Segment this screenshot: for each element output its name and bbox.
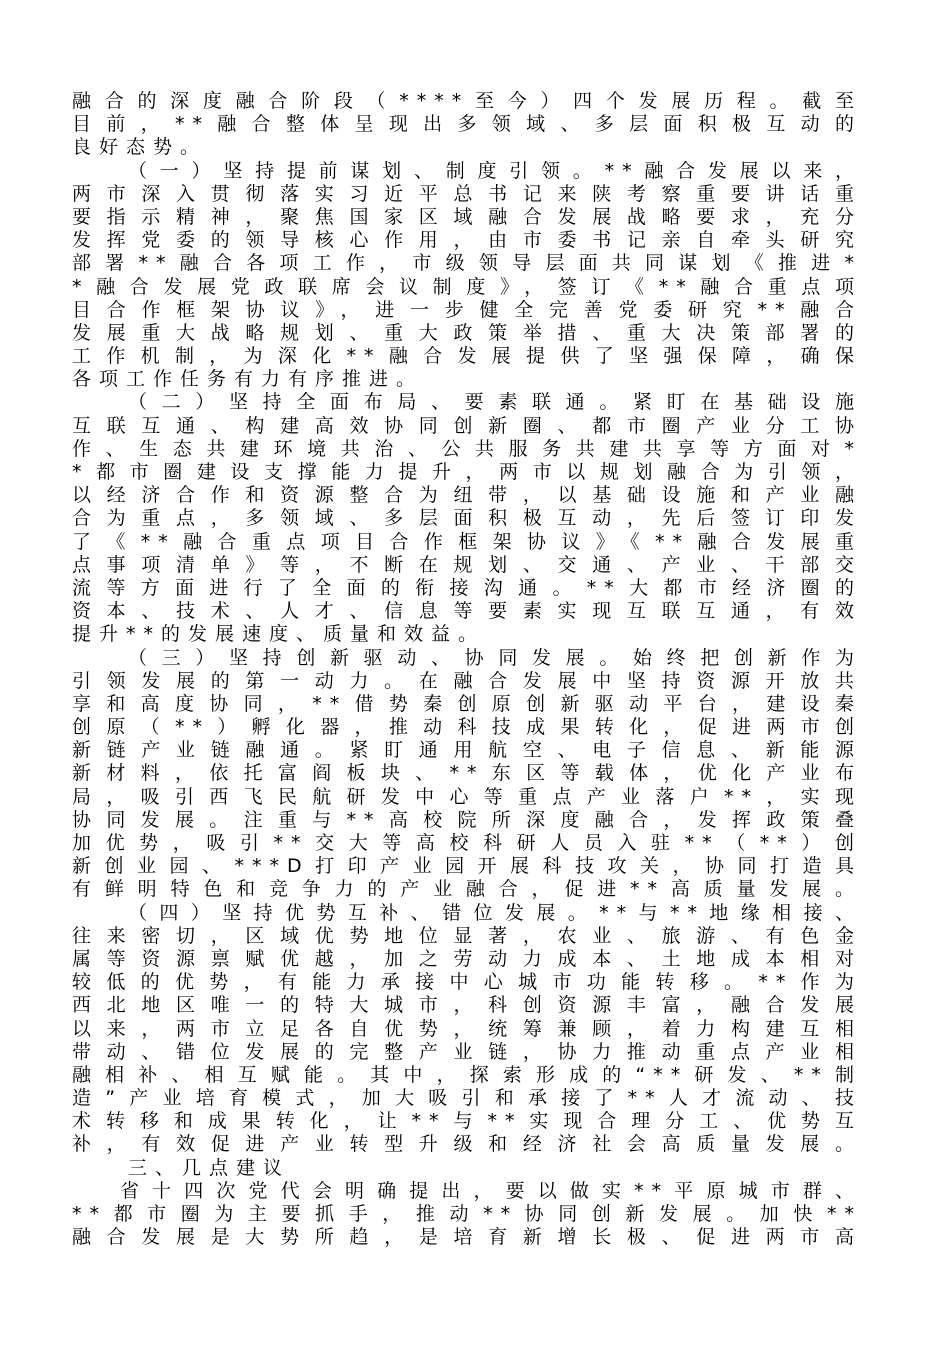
section-heading-3: （三）坚持创新驱动、协同发展。始终把创新作为 [128, 646, 862, 669]
text-line: 点事项清单》等，不断在规划、交通、产业、干部交 [72, 553, 862, 576]
section-heading-2: （二）坚持全面布局、要素联通。紧盯在基础设施 [128, 391, 862, 414]
text-line: 良好态势。 [72, 136, 208, 159]
text-line: 属等资源禀赋优越，加之劳动力成本、土地成本相对 [72, 947, 862, 970]
text-line: 合为重点，多领域、多层面积极互动，先后签订印发 [72, 507, 862, 530]
text-line: 西北地区唯一的特大城市，科创资源丰富，融合发展 [72, 994, 862, 1017]
text-line: 了《**融合重点项目合作框架协议》《**融合发展重 [72, 530, 862, 553]
text-line: 引领发展的第一动力。在融合发展中坚持资源开放共 [72, 669, 862, 692]
text-line: 带动、错位发展的完整产业链，协力推动重点产业相 [72, 1040, 862, 1063]
text-line: 局，吸引西飞民航研发中心等重点产业落户**，实现 [72, 785, 862, 808]
text-line: 往来密切，区域优势地位显著，农业、旅游、有色金 [72, 924, 862, 947]
text-line: 以来，两市立足各自优势，统筹兼顾，着力构建互相 [72, 1017, 862, 1040]
text-line: 工作机制，为深化**融合发展提供了坚强保障，确保 [72, 345, 862, 368]
text-line: 发挥党委的领导核心作用，由市委书记亲自牵头研究 [72, 229, 862, 252]
text-line: 创原（**）孵化器，推动科技成果转化，促进两市创 [72, 716, 862, 739]
text-line: 加优势，吸引**交大等高校科研人员入驻**（**）创 [72, 832, 862, 854]
text-line: 享和高度协同，**借势秦创原创新驱动平台，建设秦 [72, 692, 862, 715]
text-line: 提升**的发展速度、质量和效益。 [72, 623, 486, 646]
text-line: 新链产业链融通。紧盯通用航空、电子信息、新能源 [72, 739, 862, 762]
text-line: 补，有效促进产业转型升级和经济社会高质量发展。 [72, 1133, 862, 1156]
text-line: 两市深入贯彻落实习近平总书记来陕考察重要讲话重 [72, 182, 862, 205]
text-line: 各项工作任务有力有序推进。 [72, 368, 424, 391]
text-line: 资本、技术、人才、信息等要素实现互联互通，有效 [72, 600, 862, 623]
text-line: 流等方面进行了全面的衔接沟通。**大都市经济圈的 [72, 576, 862, 599]
section-heading-4: （四）坚持优势互补、错位发展。**与**地缘相接、 [128, 901, 862, 924]
text-line: 发展重大战略规划、重大政策举措、重大决策部署的 [72, 321, 862, 344]
text-line: 部署**融合各项工作，市级领导层面共同谋划《推进* [72, 252, 862, 275]
text-line: 协同发展。注重与**高校院所深度融合，发挥政策叠 [72, 808, 862, 831]
text-line: 作、生态共建环境共治、公共服务共建共享等方面对* [72, 437, 862, 460]
text-line: 较低的优势，有能力承接中心城市功能转移。**作为 [72, 971, 862, 994]
text-line: 目前，**融合整体呈现出多领域、多层面积极互动的 [72, 113, 862, 136]
text-line: 融合的深度融合阶段（****至今）四个发展历程。截至 [72, 90, 862, 112]
text-line: 目合作框架协议》，进一步健全完善党委研究**融合 [72, 298, 862, 321]
text-line: 要指示精神，聚焦国家区域融合发展战略要求，充分 [72, 205, 862, 228]
text-line: 以经济合作和资源整合为纽带，以基础设施和产业融 [72, 484, 862, 507]
text-line: 省十四次党代会明确提出，要以做实**平原城市群、 [120, 1179, 862, 1202]
text-line: *都市圈建设支撑能力提升，两市以规划融合为引领， [72, 461, 862, 483]
text-line: 新创业园、***D打印产业园开展科技攻关，协同打造具 [72, 855, 862, 878]
text-line: *融合发展党政联席会议制度》，签订《**融合重点项 [72, 275, 862, 298]
section-heading-1: （一）坚持提前谋划、制度引领。**融合发展以来， [128, 159, 862, 182]
text-line: 造”产业培育模式，加大吸引和承接了**人才流动、技 [72, 1087, 862, 1110]
document-page [72, 90, 872, 1249]
text-line: 有鲜明特色和竞争力的产业融合，促进**高质量发展。 [72, 878, 862, 901]
text-line: 融相补、相互赋能。其中，探索形成的“**研发、**制 [72, 1063, 862, 1086]
section-title-suggestions: 三、几点建议 [128, 1156, 291, 1179]
text-line: 互联互通、构建高效协同创新圈、都市圈产业分工协 [72, 414, 862, 437]
text-line: 术转移和成果转化，让**与**实现合理分工、优势互 [72, 1110, 862, 1133]
text-line: **都市圈为主要抓手，推动**协同创新发展。加快** [72, 1203, 862, 1225]
text-line: 新材料，依托富阎板块、**东区等载体，优化产业布 [72, 762, 862, 785]
text-line: 融合发展是大势所趋，是培育新增长极、促进两市高 [72, 1226, 862, 1249]
